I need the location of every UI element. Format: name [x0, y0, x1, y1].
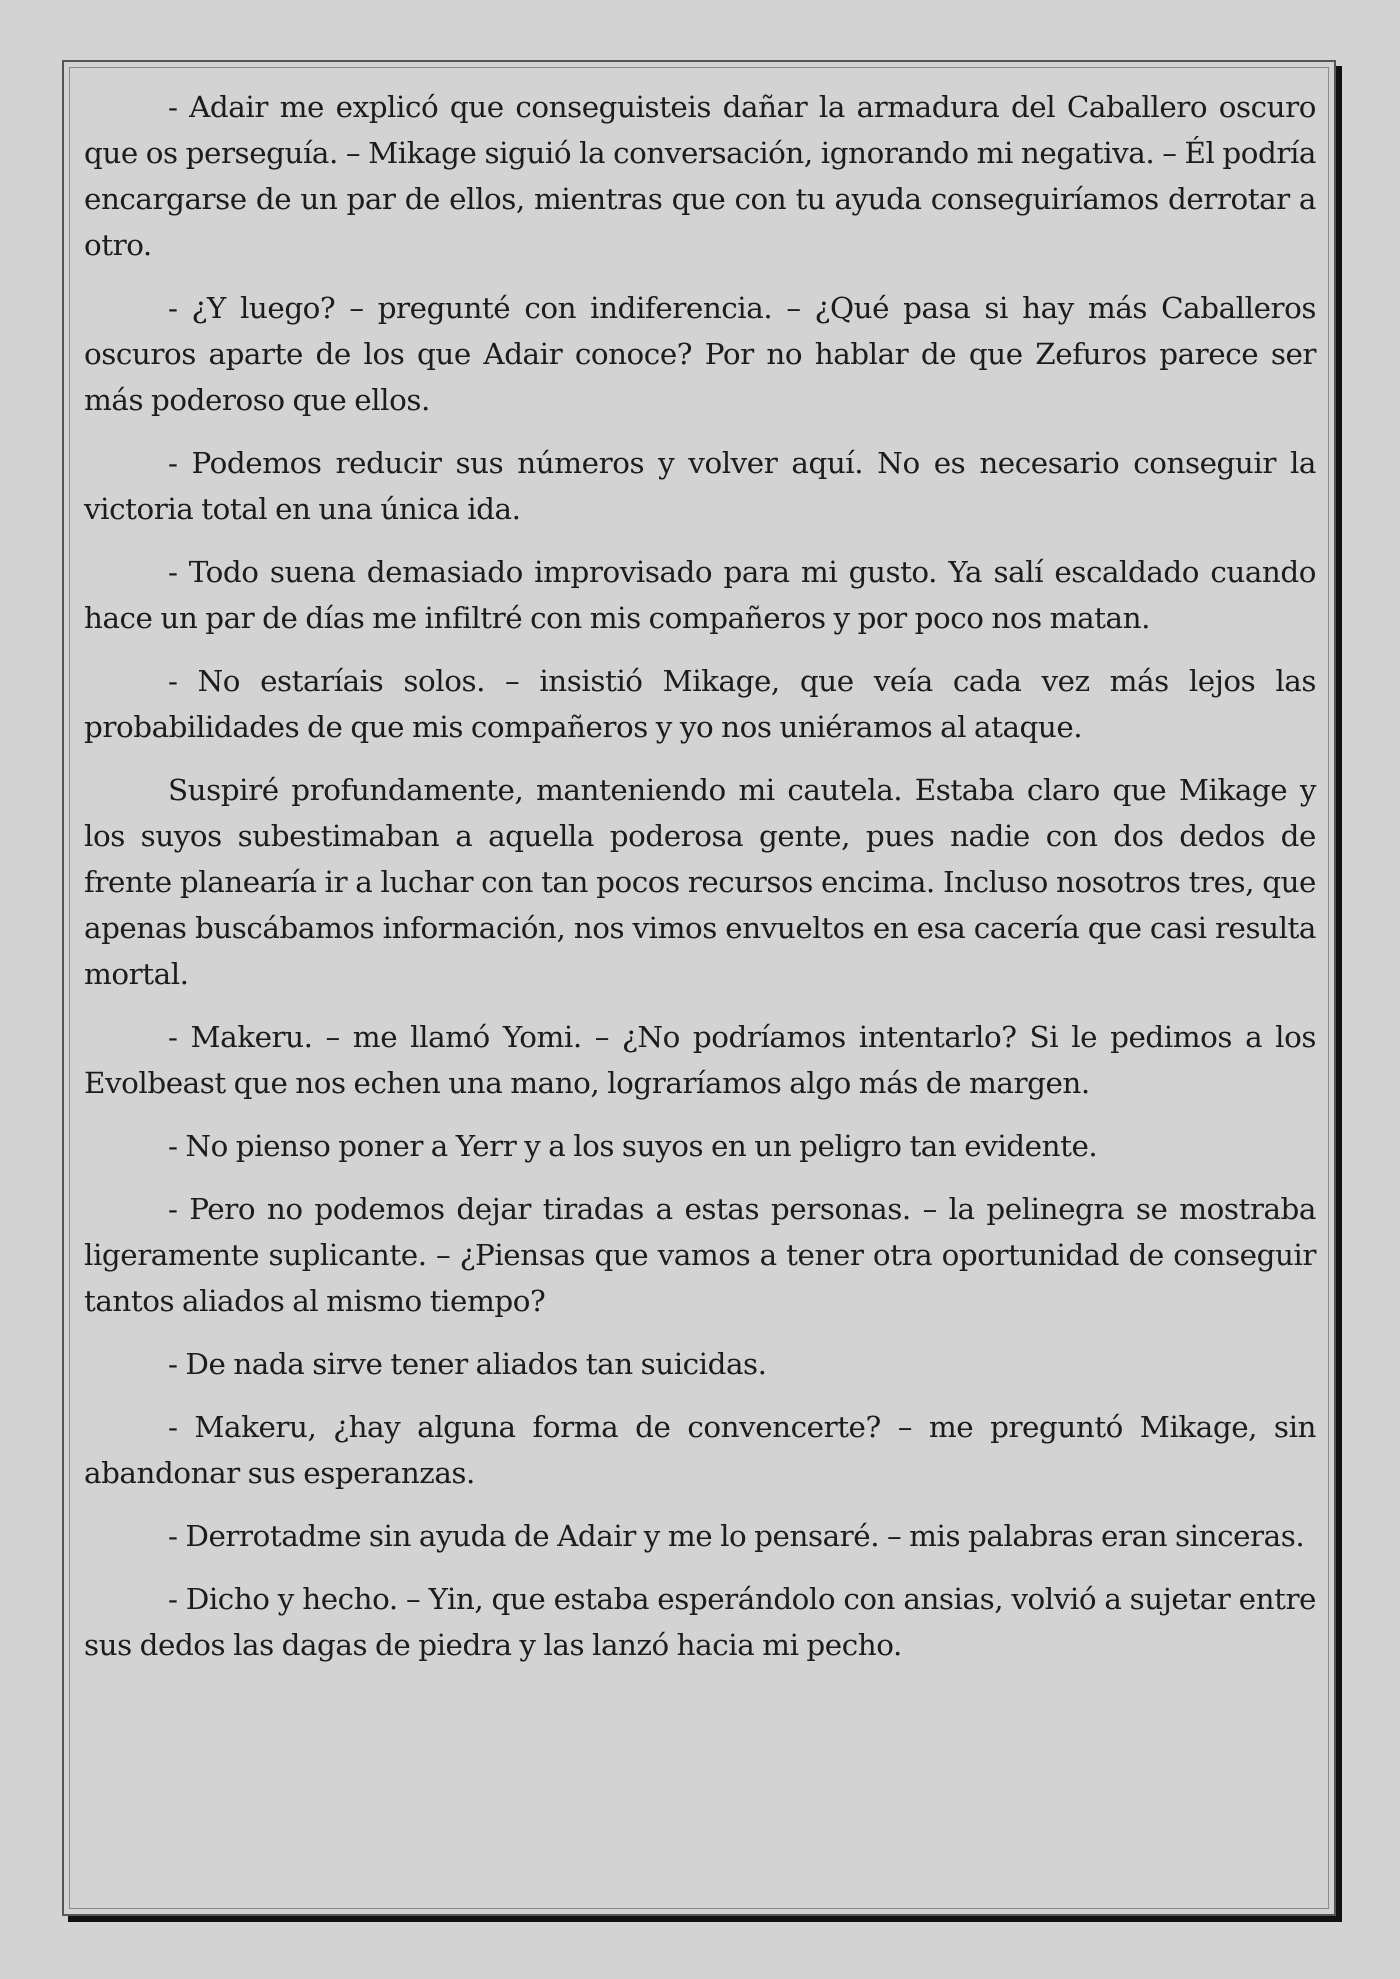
paragraph-10: - De nada sirve tener aliados tan suicidas.: [168, 1347, 767, 1381]
paragraph-12: - Derrotadme sin ayuda de Adair y me lo pensaré. – mis palabras eran sinceras.: [168, 1519, 1305, 1553]
document-body: [84, 84, 1316, 1685]
paragraph-13: - Dicho y hecho. – Yin, que estaba esperándolo con ansias, volvió a sujetar entre sus dedos las dagas de piedra y las lanzó hacia mi pecho.: [84, 1582, 1316, 1662]
paragraph-4: - Todo suena demasiado improvisado para mi gusto. Ya salí escaldado cuando hace un par de días me infiltré con mis compañeros y por poco nos matan.: [84, 555, 1316, 635]
paragraph-5: - No estaríais solos. – insistió Mikage, que veía cada vez más lejos las probabilidades de que mis compañeros y yo nos uniéramos al ataque.: [84, 664, 1316, 744]
paragraph-11: - Makeru, ¿hay alguna forma de convencerte? – me preguntó Mikage, sin abandonar sus esperanzas.: [84, 1410, 1316, 1490]
paragraph-3: - Podemos reducir sus números y volver aquí. No es necesario conseguir la victoria total en una única ida.: [84, 446, 1316, 526]
paragraph-6: Suspiré profundamente, manteniendo mi cautela. Estaba claro que Mikage y los suyos subestimaban a aquella poderosa gente, pues nadie con dos dedos de frente planearía ir a luchar con tan pocos recursos encima. Incluso nosotros tres, que apenas buscábamos información, nos vimos envueltos en esa cacería que casi resulta mortal.: [84, 773, 1316, 991]
paragraph-7: - Makeru. – me llamó Yomi. – ¿No podríamos intentarlo? Si le pedimos a los Evolbeast que nos echen una mano, lograríamos algo más de margen.: [84, 1020, 1316, 1100]
paragraph-2: - ¿Y luego? – pregunté con indiferencia. – ¿Qué pasa si hay más Caballeros oscuros aparte de los que Adair conoce? Por no hablar de que Zefuros parece ser más poderoso que ellos.: [84, 291, 1316, 417]
paragraph-1: - Adair me explicó que conseguisteis dañar la armadura del Caballero oscuro que os perseguía. – Mikage siguió la conversación, ignorando mi negativa. – Él podría encargarse de un par de ellos, mientras que con tu ayuda conseguiríamos derrotar a otro.: [84, 90, 1316, 262]
paragraph-9: - Pero no podemos dejar tiradas a estas personas. – la pelinegra se mostraba ligeramente suplicante. – ¿Piensas que vamos a tener otra oportunidad de conseguir tantos aliados al mismo tiempo?: [84, 1192, 1316, 1318]
paragraph-8: - No pienso poner a Yerr y a los suyos en un peligro tan evidente.: [168, 1129, 1098, 1163]
